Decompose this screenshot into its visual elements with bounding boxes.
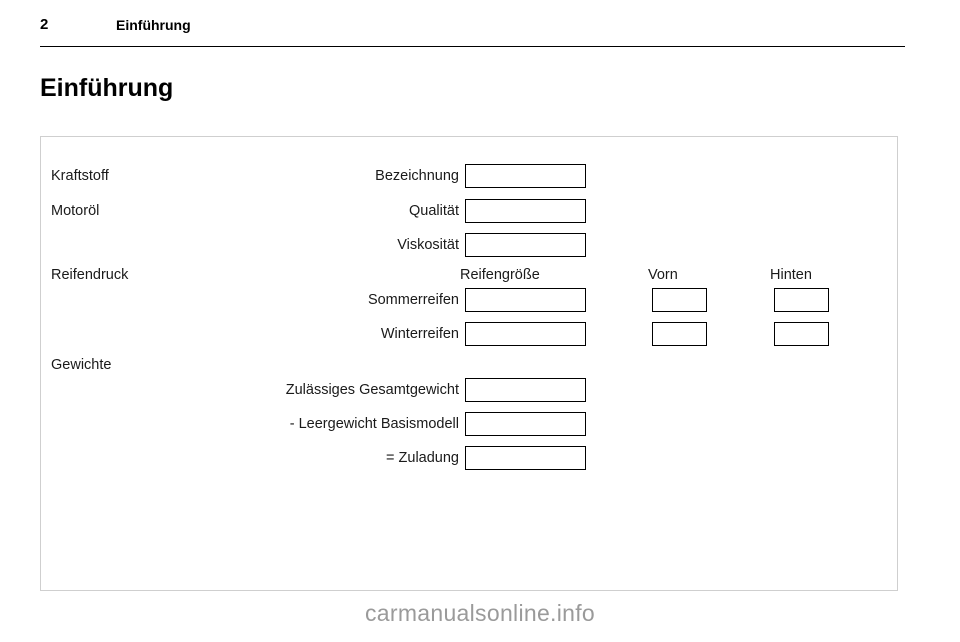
input-zuladung[interactable] — [465, 446, 586, 470]
page-title: Einführung — [40, 74, 174, 102]
section-label-reifendruck: Reifendruck — [51, 267, 129, 283]
column-header-vorn: Vorn — [648, 267, 678, 283]
label-bezeichnung: Bezeichnung — [375, 168, 459, 184]
label-gesamtgewicht: Zulässiges Gesamtgewicht — [285, 382, 459, 398]
label-leergewicht: - Leergewicht Basismodell — [289, 416, 459, 432]
label-zuladung: = Zuladung — [386, 450, 459, 466]
footer-watermark: carmanualsonline.info — [364, 600, 596, 626]
label-viskositaet: Viskosität — [397, 237, 459, 253]
section-label-gewichte: Gewichte — [51, 357, 112, 373]
vehicle-data-form — [40, 136, 898, 591]
input-viskositaet[interactable] — [465, 233, 586, 257]
input-sommerreifen-hinten[interactable] — [774, 288, 829, 312]
page-number: 2 — [40, 16, 49, 33]
input-qualitaet[interactable] — [465, 199, 586, 223]
input-winterreifen-vorn[interactable] — [652, 322, 707, 346]
running-header — [40, 16, 905, 46]
column-header-hinten: Hinten — [770, 267, 812, 283]
chapter-title: Einführung — [116, 17, 191, 33]
input-sommerreifen-groesse[interactable] — [465, 288, 586, 312]
section-label-kraftstoff: Kraftstoff — [51, 168, 109, 184]
section-label-motoroel: Motoröl — [51, 203, 100, 219]
input-bezeichnung[interactable] — [465, 164, 586, 188]
input-gesamtgewicht[interactable] — [465, 378, 586, 402]
label-winterreifen: Winterreifen — [380, 326, 459, 342]
input-leergewicht[interactable] — [465, 412, 586, 436]
input-winterreifen-hinten[interactable] — [774, 322, 829, 346]
header-divider — [40, 46, 905, 47]
column-header-reifengroesse: Reifengröße — [460, 267, 540, 283]
input-sommerreifen-vorn[interactable] — [652, 288, 707, 312]
input-winterreifen-groesse[interactable] — [465, 322, 586, 346]
label-sommerreifen: Sommerreifen — [367, 292, 459, 308]
label-qualitaet: Qualität — [409, 203, 459, 219]
